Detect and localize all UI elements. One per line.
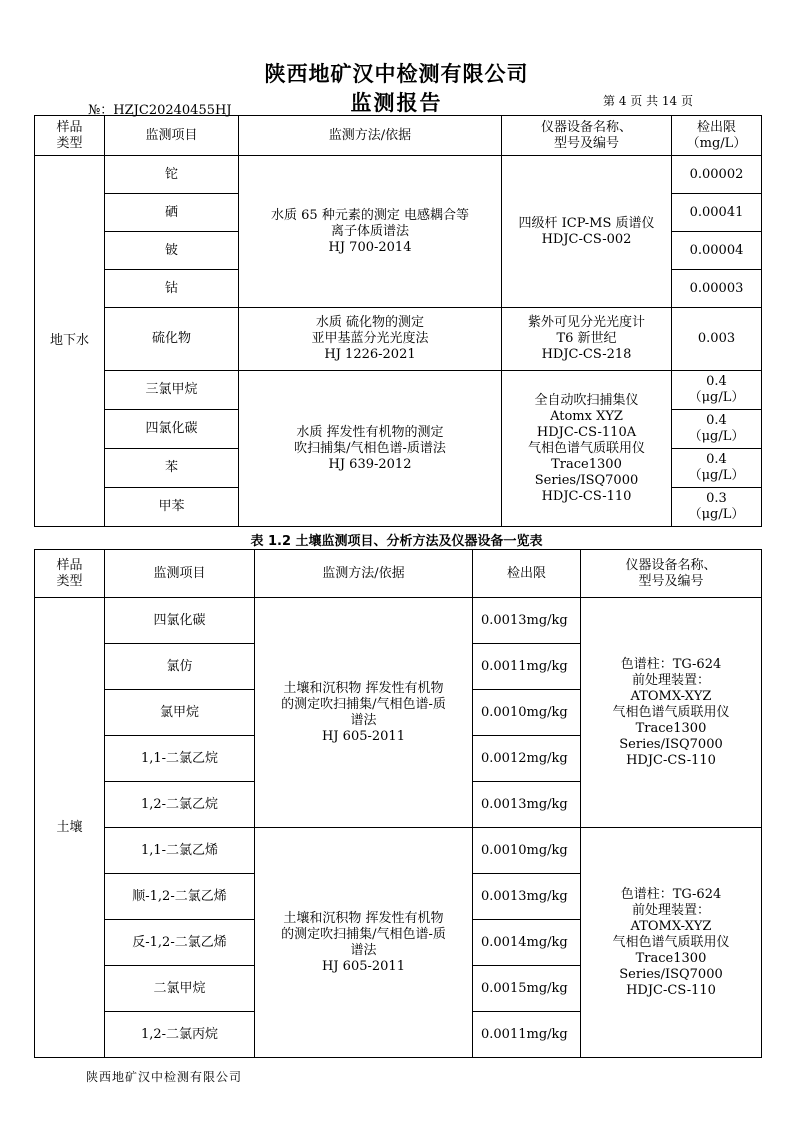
method-cell: 水质 65 种元素的测定 电感耦合等 离子体质谱法 HJ 700-2014 [239, 156, 502, 308]
item-cell: 1,2-二氯丙烷 [105, 1012, 255, 1058]
limit-cell: 0.0014mg/kg [473, 920, 581, 966]
limit-cell: 0.00003 [672, 270, 762, 308]
item-cell: 三氯甲烷 [105, 371, 239, 410]
doc-number: №：HZJC20240455HJ [88, 103, 232, 118]
item-cell: 甲苯 [105, 488, 239, 527]
item-cell: 1,2-二氯乙烷 [105, 782, 255, 828]
column-header: 检出限 （mg/L） [672, 116, 762, 156]
limit-cell: 0.0011mg/kg [473, 1012, 581, 1058]
item-cell: 铊 [105, 156, 239, 194]
item-cell: 氯甲烷 [105, 690, 255, 736]
limit-cell: 0.0010mg/kg [473, 690, 581, 736]
item-cell: 硫化物 [105, 308, 239, 371]
instrument-cell: 四级杆 ICP-MS 质谱仪 HDJC-CS-002 [502, 156, 672, 308]
column-header: 样品 类型 [35, 116, 105, 156]
item-cell: 反-1,2-二氯乙烯 [105, 920, 255, 966]
table-row [35, 371, 762, 410]
item-cell: 1,1-二氯乙烷 [105, 736, 255, 782]
table-row [35, 308, 762, 371]
page-info: 第 4 页 共 14 页 [603, 94, 693, 108]
item-cell: 1,1-二氯乙烯 [105, 828, 255, 874]
limit-cell: 0.3 （μg/L） [672, 488, 762, 527]
column-header: 监测方法/依据 [239, 116, 502, 156]
item-cell: 氯仿 [105, 644, 255, 690]
limit-cell: 0.0015mg/kg [473, 966, 581, 1012]
method-cell: 水质 挥发性有机物的测定 吹扫捕集/气相色谱-质谱法 HJ 639-2012 [239, 371, 502, 527]
limit-cell: 0.0013mg/kg [473, 874, 581, 920]
footer-company: 陕西地矿汉中检测有限公司 [86, 1070, 243, 1084]
item-cell: 四氯化碳 [105, 410, 239, 449]
column-header: 监测方法/依据 [255, 550, 473, 598]
sample-type-cell: 土壤 [35, 598, 105, 1058]
item-cell: 顺-1,2-二氯乙烯 [105, 874, 255, 920]
column-header: 监测项目 [105, 116, 239, 156]
table-caption: 表 1.2 土壤监测项目、分析方法及仪器设备一览表 [250, 534, 543, 549]
instrument-cell: 色谱柱：TG-624 前处理装置： ATOMX-XYZ 气相色谱气质联用仪 Trace1300 Series/ISQ7000 HDJC-CS-110 [581, 598, 762, 828]
limit-cell: 0.0013mg/kg [473, 598, 581, 644]
method-cell: 水质 硫化物的测定 亚甲基蓝分光光度法 HJ 1226-2021 [239, 308, 502, 371]
item-cell: 二氯甲烷 [105, 966, 255, 1012]
instrument-cell: 紫外可见分光光度计 T6 新世纪 HDJC-CS-218 [502, 308, 672, 371]
header-row [35, 116, 762, 156]
item-cell: 硒 [105, 194, 239, 232]
sample-type-cell: 地下水 [35, 156, 105, 527]
limit-cell: 0.4 （μg/L） [672, 449, 762, 488]
limit-cell: 0.003 [672, 308, 762, 371]
limit-cell: 0.4 （μg/L） [672, 371, 762, 410]
item-cell: 钴 [105, 270, 239, 308]
limit-cell: 0.00002 [672, 156, 762, 194]
item-cell: 铍 [105, 232, 239, 270]
column-header: 仪器设备名称、 型号及编号 [502, 116, 672, 156]
table-row [35, 828, 762, 874]
groundwater-table [34, 115, 762, 527]
limit-cell: 0.0010mg/kg [473, 828, 581, 874]
instrument-cell: 全自动吹扫捕集仪 Atomx XYZ HDJC-CS-110A 气相色谱气质联用仪 Trace1300 Series/ISQ7000 HDJC-CS-110 [502, 371, 672, 527]
limit-cell: 0.00041 [672, 194, 762, 232]
instrument-cell: 色谱柱：TG-624 前处理装置： ATOMX-XYZ 气相色谱气质联用仪 Trace1300 Series/ISQ7000 HDJC-CS-110 [581, 828, 762, 1058]
header-row [35, 550, 762, 598]
column-header: 检出限 [473, 550, 581, 598]
report-title: 监测报告 [350, 91, 443, 115]
column-header: 样品 类型 [35, 550, 105, 598]
limit-cell: 0.00004 [672, 232, 762, 270]
limit-cell: 0.0013mg/kg [473, 782, 581, 828]
method-cell: 土壤和沉积物 挥发性有机物 的测定吹扫捕集/气相色谱-质 谱法 HJ 605-2011 [255, 598, 473, 828]
limit-cell: 0.0012mg/kg [473, 736, 581, 782]
limit-cell: 0.4 （μg/L） [672, 410, 762, 449]
method-cell: 土壤和沉积物 挥发性有机物 的测定吹扫捕集/气相色谱-质 谱法 HJ 605-2011 [255, 828, 473, 1058]
column-header: 仪器设备名称、 型号及编号 [581, 550, 762, 598]
soil-table [34, 549, 762, 1058]
limit-cell: 0.0011mg/kg [473, 644, 581, 690]
column-header: 监测项目 [105, 550, 255, 598]
table-row [35, 156, 762, 194]
table-row [35, 598, 762, 644]
item-cell: 苯 [105, 449, 239, 488]
company-title: 陕西地矿汉中检测有限公司 [264, 62, 529, 86]
item-cell: 四氯化碳 [105, 598, 255, 644]
